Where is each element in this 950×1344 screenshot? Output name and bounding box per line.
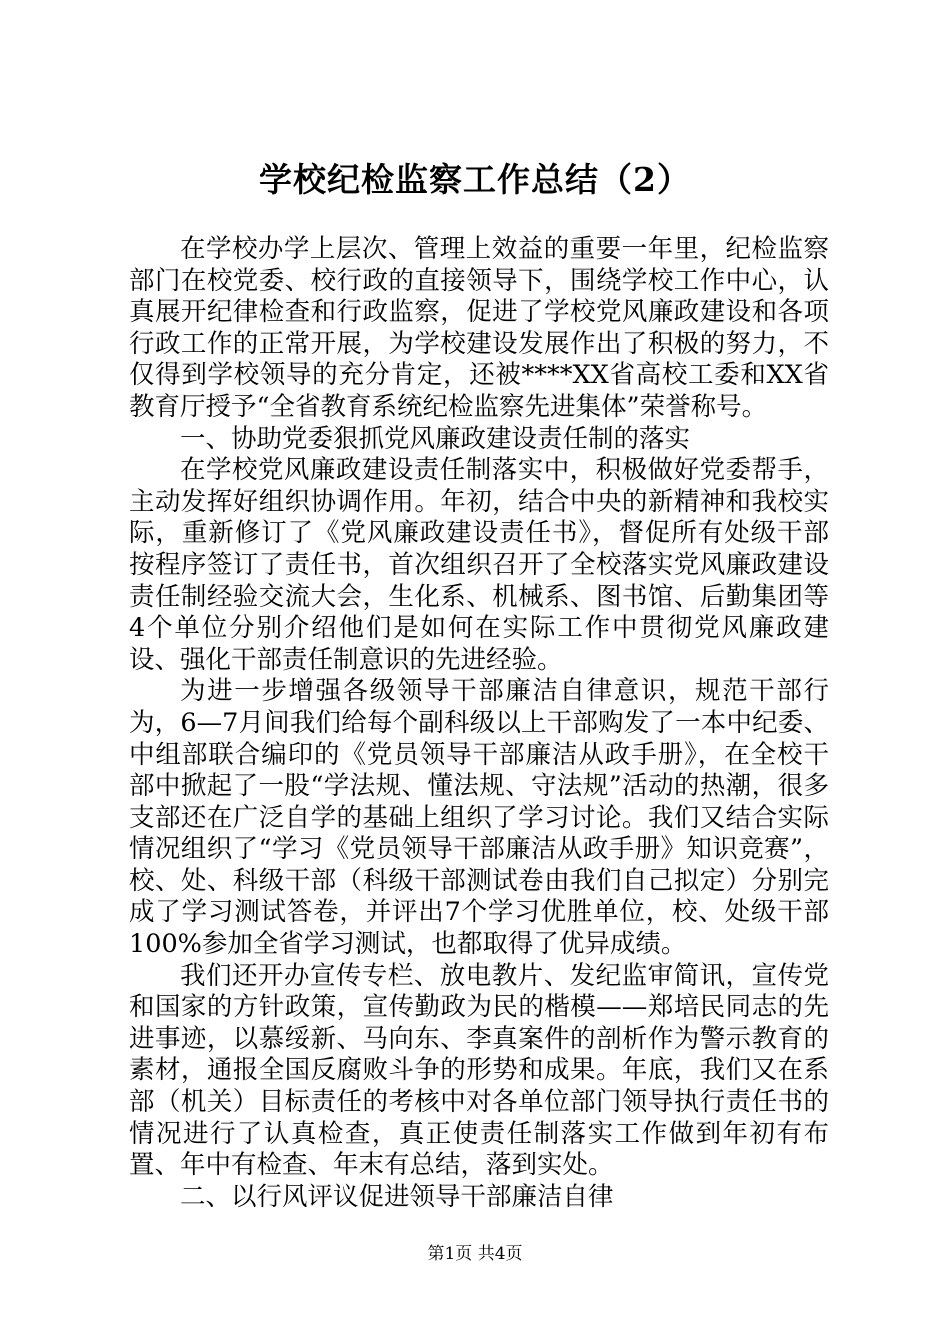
section-heading-2: 二、以行风评议促进领导干部廉洁自律 — [180, 1181, 614, 1212]
page-number: 第1页 共4页 — [427, 1244, 523, 1264]
paragraph-publicity-education: 我们还开办宣传专栏、放电教片、发纪监审简讯，宣传党和国家的方针政策，宣传勤政为民的楷模——郑培民同志的先进事迹，以慕绥新、马向东、李真案件的剖析作为警示教育的素材，通报全国反腐败斗争的形势和成果。年底，我们又在系部（机关）目标责任的考核中对各单位部门领导执行责任书的情况进行了认真检查，真正使责任制落实工作做到年初有布置、年中有检查、年末有总结，落到实处。 — [129, 960, 829, 1181]
paragraph-self-discipline-study: 为进一步增强各级领导干部廉洁自律意识，规范干部行为，6—7月间我们给每个副科级以上干部购发了一本中纪委、中组部联合编印的《党员领导干部廉洁从政手册》，在全校干部中掀起了一股“学法规、懂法规、守法规”活动的热潮，很多支部还在广泛自学的基础上组织了学习讨论。我们又结合实际情况组织了“学习《党员领导干部廉洁从政手册》知识竞赛”，校、处、科级干部（科级干部测试卷由我们自己拟定）分别完成了学习测试答卷，并评出7个学习优胜单位，校、处级干部100%参加全省学习测试，也都取得了优异成绩。 — [129, 676, 829, 960]
paragraph-intro: 在学校办学上层次、管理上效益的重要一年里，纪检监察部门在校党委、校行政的直接领导下，围绕学校工作中心，认真展开纪律检查和行政监察，促进了学校党风廉政建设和各项行政工作的正常开展，为学校建设发展作出了积极的努力，不仅得到学校领导的充分肯定，还被****XX省高校工委和XX省教育厅授予“全省教育系统纪检监察先进集体”荣誉称号。 — [129, 234, 829, 422]
section-heading-1: 一、协助党委狠抓党风廉政建设责任制的落实 — [180, 423, 691, 454]
document-body — [129, 234, 829, 1213]
paragraph-responsibility-system: 在学校党风廉政建设责任制落实中，积极做好党委帮手，主动发挥好组织协调作用。年初，结合中央的新精神和我校实际，重新修订了《党风廉政建设责任书》，督促所有处级干部按程序签订了责任书，首次组织召开了全校落实党风廉政建设责任制经验交流大会，生化系、机械系、图书馆、后勤集团等4个单位分别介绍他们是如何在实际工作中贯彻党风廉政建设、强化干部责任制意识的先进经验。 — [129, 455, 829, 675]
document-title: 学校纪检监察工作总结（2） — [259, 160, 691, 199]
